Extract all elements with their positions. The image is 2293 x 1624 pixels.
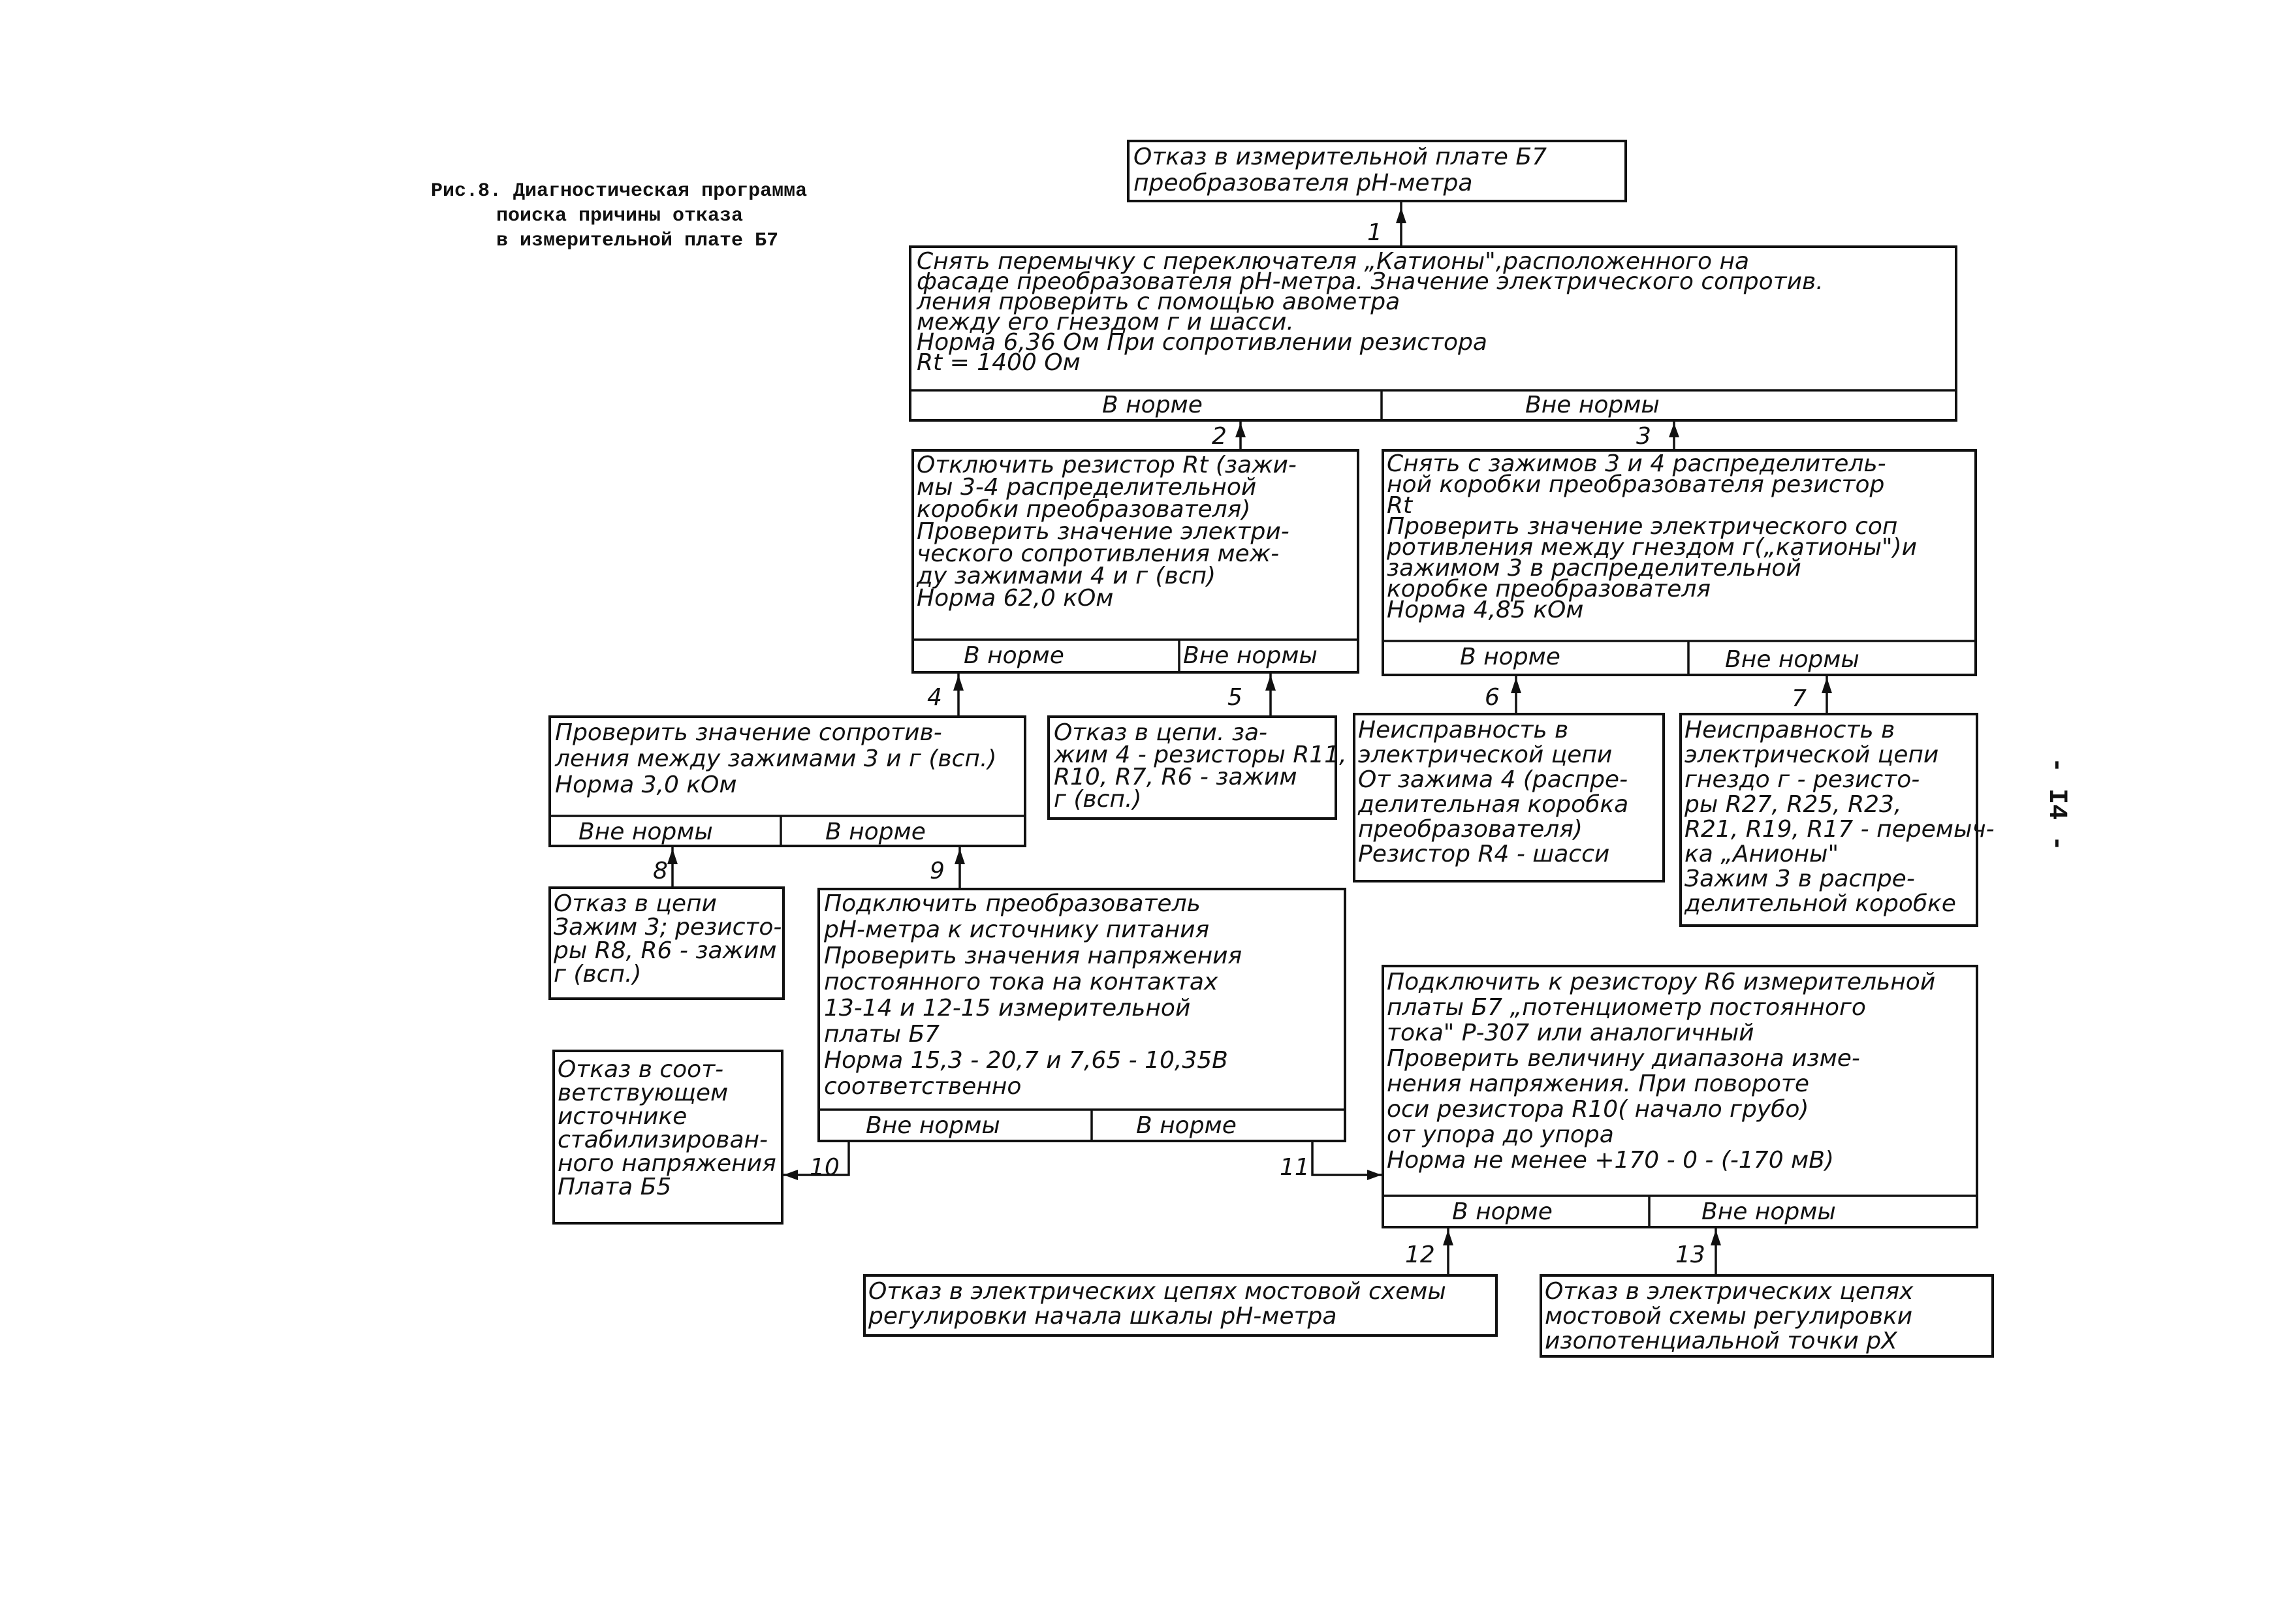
n10-text-line: Отказ в соот- <box>558 1056 724 1083</box>
n3-text-line: коробке преобразователя <box>1387 576 1711 602</box>
step-2-disconnect-rt <box>913 450 1358 672</box>
step-13-isopotential-fault <box>1541 1275 1993 1356</box>
n2-text-line: Отключить резистор Rt (зажи- <box>917 452 1297 478</box>
n5-text-line: жим 4 - резисторы R11, <box>1054 742 1347 768</box>
n2-fail-label: Вне нормы <box>1183 642 1318 669</box>
n3-fail-label: Вне нормы <box>1725 646 1859 673</box>
n1-ok-label: В норме <box>1102 392 1203 418</box>
start-node <box>1128 141 1626 201</box>
n7-text-line: гнездо г - резисто- <box>1684 766 1920 793</box>
n9-text-line: 13-14 и 12-15 измерительной <box>824 995 1191 1022</box>
step-4-check-terminals <box>550 717 1025 846</box>
n9-text-line: Проверить значения напряжения <box>824 943 1242 969</box>
n3-text-line: зажимом 3 в распределительной <box>1387 555 1801 582</box>
n7-text-line: R21, R19, R17 - перемыч- <box>1684 816 1995 843</box>
n11-text-line: оси резистора R10( начало грубо) <box>1387 1096 1809 1123</box>
caption-line-2: поиска причины отказа <box>496 205 744 227</box>
n13-text-line: Отказ в электрических цепях <box>1545 1278 1914 1305</box>
step-number-7: 7 <box>1792 685 1807 712</box>
n2-text-line: ду зажимами 4 и г (всп) <box>917 563 1216 589</box>
n4-fail-label: Вне нормы <box>578 819 713 845</box>
n11-text-line: нения напряжения. При повороте <box>1387 1070 1809 1097</box>
n3-text-line: Проверить значение электрического соп <box>1387 513 1898 540</box>
step-number-5: 5 <box>1227 684 1242 711</box>
n6-text-line: делительная коробка <box>1358 791 1629 818</box>
n2-ok-label: В норме <box>964 642 1064 669</box>
page-number: - I4 - <box>2042 757 2071 852</box>
n11-text-line: Проверить величину диапазона изме- <box>1387 1045 1860 1072</box>
n8-text-line: Отказ в цепи <box>554 890 717 917</box>
n1-text-line: между его гнездом г и шасси. <box>917 309 1294 336</box>
step-number-1: 1 <box>1367 219 1382 246</box>
n4-text-line: Норма 3,0 кОм <box>555 772 737 798</box>
n1-fail-label: Вне нормы <box>1525 392 1660 418</box>
n6-text-line: преобразователя) <box>1358 816 1583 843</box>
n12-text-line: регулировки начала шкалы рН-метра <box>868 1303 1337 1330</box>
n2-text-line: Проверить значение электри- <box>917 518 1289 545</box>
step-number-6: 6 <box>1485 684 1500 711</box>
n5-text-line: г (всп.) <box>1054 786 1142 813</box>
n3-ok-label: В норме <box>1460 644 1560 670</box>
n4-text-line: ления между зажимами 3 и г (всп.) <box>555 745 997 772</box>
step-number-10: 10 <box>810 1154 840 1181</box>
step-8-circuit-fault <box>550 888 783 999</box>
n3-text-line: Норма 4,85 кОм <box>1387 597 1584 623</box>
n2-text-line: Норма 62,0 кОм <box>917 585 1114 612</box>
step-10-power-source-fault <box>554 1051 782 1223</box>
n7-text-line: Неисправность в <box>1684 717 1895 743</box>
n2-text-line: мы 3-4 распределительной <box>917 474 1257 501</box>
n2-text-line: ческого сопротивления меж- <box>917 540 1280 567</box>
step-6-fault-terminal-4 <box>1354 714 1664 881</box>
n5-text-line: Отказ в цепи. за- <box>1054 719 1268 746</box>
n7-text-line: ры R27, R25, R23, <box>1684 791 1902 818</box>
n4-ok-label: В норме <box>825 819 926 845</box>
n7-text-line: делительной коробке <box>1684 890 1956 917</box>
n10-text-line: источнике <box>558 1103 688 1130</box>
n9-fail-label: Вне нормы <box>866 1112 1000 1139</box>
step-1-check-resistance <box>910 247 1956 420</box>
n3-text-line: Снять с зажимов 3 и 4 распределитель- <box>1387 450 1886 477</box>
n9-text-line: соответственно <box>824 1073 1022 1100</box>
n6-text-line: Неисправность в <box>1358 717 1569 743</box>
n3-text-line: ной коробки преобразователя резистор <box>1387 471 1885 498</box>
step-number-9: 9 <box>930 858 945 884</box>
step-12-bridge-circuit-fault <box>864 1275 1496 1335</box>
n9-text-line: постоянного тока на контактах <box>824 969 1218 995</box>
n6-text-line: Резистор R4 - шасси <box>1358 841 1610 867</box>
n13-text-line: мостовой схемы регулировки <box>1545 1303 1913 1330</box>
n7-text-line: электрической цепи <box>1684 742 1939 768</box>
n13-text-line: изопотенциальной точки рХ <box>1545 1328 1897 1354</box>
step-7-fault-socket-g <box>1681 714 1995 926</box>
step-number-2: 2 <box>1212 423 1227 450</box>
n8-text-line: Зажим 3; резисто- <box>554 914 782 941</box>
n1-text-line: ления проверить с помощью авометра <box>917 289 1400 315</box>
n10-text-line: стабилизирован- <box>558 1127 768 1153</box>
n1-text-line: фасаде преобразователя рН-метра. Значение электрического сопротив. <box>917 268 1824 295</box>
n11-text-line: Подключить к резистору R6 измерительной <box>1387 969 1936 995</box>
figure-caption <box>431 180 807 252</box>
caption-line-3: в измерительной плате Б7 <box>496 230 779 252</box>
n9-text-line: рН-метра к источнику питания <box>824 916 1210 943</box>
step-number-3: 3 <box>1636 423 1651 450</box>
n9-text-line: платы Б7 <box>824 1021 940 1048</box>
n12-text-line: Отказ в электрических цепях мостовой схемы <box>868 1278 1446 1305</box>
n11-fail-label: Вне нормы <box>1701 1198 1836 1225</box>
n11-text-line: от упора до упора <box>1387 1121 1614 1148</box>
n8-text-line: ры R8, R6 - зажим <box>554 937 777 964</box>
step-5-circuit-fault <box>1049 717 1347 819</box>
n9-text-line: Норма 15,3 - 20,7 и 7,65 - 10,35В <box>824 1047 1228 1074</box>
n11-ok-label: В норме <box>1452 1198 1553 1225</box>
n7-text-line: Зажим 3 в распре- <box>1684 866 1915 892</box>
step-number-13: 13 <box>1675 1241 1705 1268</box>
caption-line-1: Рис.8. Диагностическая программа <box>431 180 808 202</box>
n7-text-line: ка „Анионы" <box>1684 841 1839 867</box>
n11-text-line: Норма не менее +170 - 0 - (-170 мВ) <box>1387 1147 1834 1174</box>
n10-text-line: Плата Б5 <box>558 1174 672 1200</box>
n1-text-line: Норма 6,36 Ом При сопротивлении резистора <box>917 329 1487 356</box>
n9-ok-label: В норме <box>1136 1112 1237 1139</box>
step-3-remove-rt <box>1383 450 1976 675</box>
n9-text-line: Подключить преобразователь <box>824 890 1201 917</box>
n11-text-line: платы Б7 „потенциометр постоянного <box>1387 994 1866 1021</box>
n3-text-line: Rt <box>1387 492 1413 519</box>
step-9-check-voltage <box>819 889 1345 1141</box>
n8-text-line: г (всп.) <box>554 961 642 988</box>
n2-text-line: коробки преобразователя) <box>917 496 1251 523</box>
step-number-11: 11 <box>1280 1154 1310 1181</box>
n10-text-line: ного напряжения <box>558 1150 776 1177</box>
n6-text-line: От зажима 4 (распре- <box>1358 766 1628 793</box>
n10-text-line: ветствующем <box>558 1080 729 1106</box>
step-number-12: 12 <box>1405 1241 1435 1268</box>
n1-text-line: Rt = 1400 Ом <box>917 349 1081 376</box>
n3-text-line: ротивления между гнездом г(„катионы")и <box>1387 534 1918 561</box>
n1-text-line: Снять перемычку с переключателя „Катионы",расположенного на <box>917 248 1750 275</box>
n4-text-line: Проверить значение сопротив- <box>555 719 942 746</box>
step-11-check-potentiometer <box>1383 966 1977 1227</box>
n5-text-line: R10, R7, R6 - зажим <box>1054 764 1297 790</box>
n11-text-line: тока" Р-307 или аналогичный <box>1387 1020 1754 1046</box>
step-number-4: 4 <box>927 684 942 711</box>
start-text-line: Отказ в измерительной плате Б7 <box>1133 144 1547 170</box>
n6-text-line: электрической цепи <box>1358 742 1613 768</box>
start-text-line: преобразователя рН-метра <box>1133 170 1473 196</box>
step-number-8: 8 <box>653 858 668 884</box>
